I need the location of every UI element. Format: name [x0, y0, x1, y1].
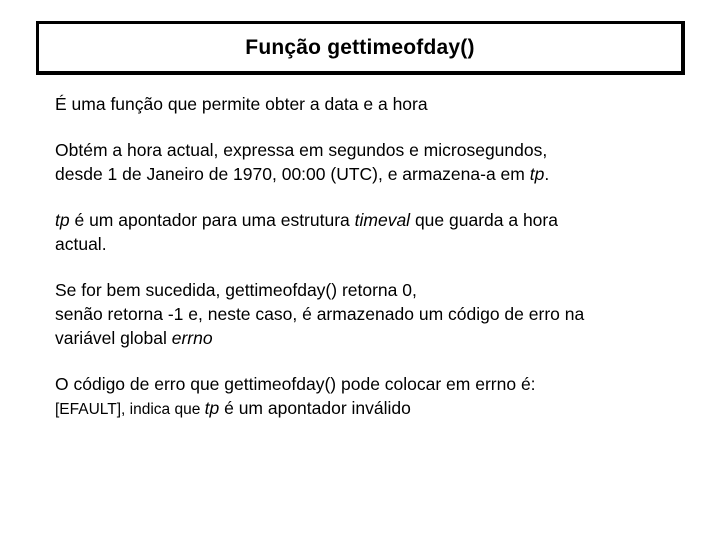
paragraph-return	[55, 278, 685, 350]
return-line-2: senão retorna -1 e, neste caso, é armazenado um código de erro na	[55, 304, 585, 324]
tp-line-2: actual.	[55, 234, 107, 254]
return-line-1: Se for bem sucedida, gettimeofday() retorna 0,	[55, 280, 417, 300]
slide-content	[55, 92, 685, 422]
timeval-term: timeval	[354, 210, 411, 230]
return-line-3	[55, 326, 685, 350]
description-line-2-text: desde 1 de Janeiro de 1970, 00:00 (UTC), e armazena-a em	[55, 164, 530, 184]
efault-description: é um apontador inválido	[219, 398, 411, 418]
errors-line-2	[55, 396, 685, 422]
description-line-2-end: .	[544, 164, 550, 184]
description-line-2	[55, 162, 685, 186]
paragraph-intro	[55, 92, 685, 116]
paragraph-errors	[55, 372, 685, 422]
tp-line-1	[55, 208, 685, 232]
return-line-3-text: variável global	[55, 328, 172, 348]
paragraph-tp	[55, 208, 685, 256]
intro-line: É uma função que permite obter a data e a hora	[55, 94, 428, 114]
tp-term: tp	[55, 210, 70, 230]
tp-term: tp	[204, 398, 220, 418]
tp-line-1-mid: é um apontador para uma estrutura	[69, 210, 355, 230]
title-box	[36, 21, 685, 75]
efault-text: [EFAULT], indica que	[55, 401, 205, 418]
errors-line-1: O código de erro que gettimeofday() pode colocar em errno é:	[55, 374, 536, 394]
slide-title: Função gettimeofday()	[245, 35, 475, 59]
tp-line-1-end: que guarda a hora	[410, 210, 558, 230]
tp-term: tp	[529, 164, 545, 184]
paragraph-description	[55, 138, 685, 186]
errno-term: errno	[171, 328, 213, 348]
description-line-1: Obtém a hora actual, expressa em segundos e microsegundos,	[55, 140, 548, 160]
